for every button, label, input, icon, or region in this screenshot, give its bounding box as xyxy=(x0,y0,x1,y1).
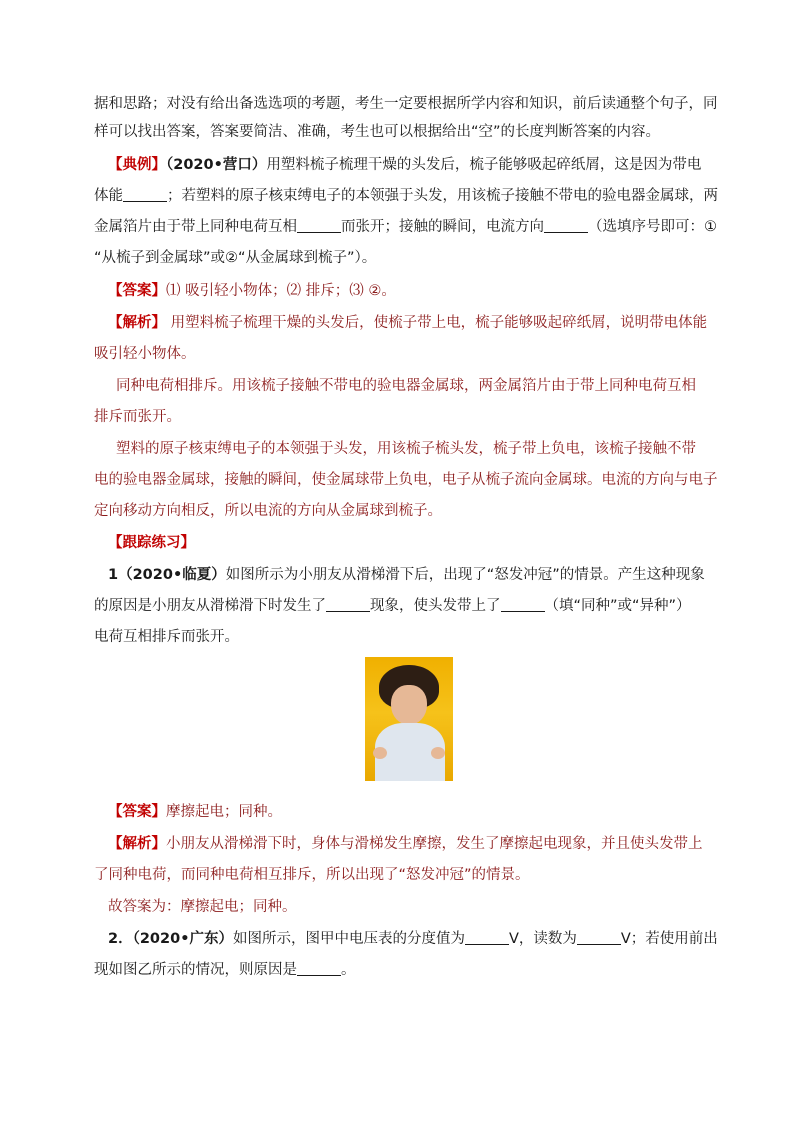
answer-blank xyxy=(544,218,588,233)
practice-heading: 【跟踪练习】 xyxy=(108,535,195,551)
question-1-text-2a: 的原因是小朋友从滑梯滑下时发生了 xyxy=(94,598,326,614)
example-text-1: 用塑料梳子梳理干燥的头发后，梳子能够吸起碎纸屑，这是因为带电 xyxy=(266,157,702,173)
q1-final-answer: 故答案为：摩擦起电；同种。 xyxy=(108,899,297,915)
left-hand-shape xyxy=(373,747,387,759)
question-1-line-3: 电荷互相排斥而张开。 xyxy=(94,629,239,645)
analysis-p3-line-3: 定向移动方向相反，所以电流的方向从金属球到梳子。 xyxy=(94,503,442,519)
question-1-line-1 xyxy=(108,565,718,585)
answer-blank xyxy=(577,930,621,945)
child-slide-photo xyxy=(365,657,453,781)
question-1-source: 1（2020•临夏） xyxy=(108,567,226,583)
example-text-3a: 金属箔片由于带上同种电荷互相 xyxy=(94,219,297,235)
q1-analysis-tag: 【解析】 xyxy=(108,836,166,852)
q1-answer-tag: 【答案】 xyxy=(108,804,166,820)
example-line-3 xyxy=(94,217,717,237)
question-2-text-2b: 。 xyxy=(341,962,356,978)
analysis-p2-line-1: 同种电荷相排斥。用该梳子接触不带电的验电器金属球，两金属箔片由于带上同种电荷互相 xyxy=(116,378,696,394)
question-1-text-1: 如图所示为小朋友从滑梯滑下后，出现了“怒发冲冠”的情景。产生这种现象 xyxy=(225,567,705,583)
q1-answer-line xyxy=(108,802,718,822)
example-text-2b: ；若塑料的原子核束缚电子的本领强于头发，用该梳子接触不带电的验电器金属球，两 xyxy=(167,188,718,204)
question-2-source: 2．（2020•广东） xyxy=(108,931,233,947)
analysis-p3-line-2: 电的验电器金属球，接触的瞬间，使金属球带上负电，电子从梳子流向金属球。电流的方向与电子 xyxy=(94,472,718,488)
analysis-p3-line-1: 塑料的原子核束缚电子的本领强于头发，用该梳子梳头发，梳子带上负电，该梳子接触不带 xyxy=(116,441,696,457)
example-text-3b: 而张开；接触的瞬间，电流方向 xyxy=(341,219,544,235)
example-tag: 【典例】 xyxy=(108,157,166,173)
answer-blank xyxy=(465,930,509,945)
answer-blank xyxy=(297,961,341,976)
answer-blank xyxy=(501,597,545,612)
intro-line-2: 样可以找出答案，答案要简洁、准确，考生也可以根据给出“空”的长度判断答案的内容。 xyxy=(94,124,661,140)
intro-line-1: 据和思路；对没有给出备选选项的考题，考生一定要根据所学内容和知识，前后读通整个句子，同 xyxy=(94,96,718,112)
question-1-text-2b: 现象，使头发带上了 xyxy=(370,598,501,614)
q1-answer-text: 摩擦起电；同种。 xyxy=(166,804,282,820)
question-2-line-2 xyxy=(94,960,704,980)
answer-blank xyxy=(326,597,370,612)
answer-tag: 【答案】 xyxy=(108,283,166,299)
answer-blank xyxy=(123,187,167,202)
question-1-line-2 xyxy=(94,596,704,616)
face-shape xyxy=(391,685,427,725)
question-2-text-1d: V；若使用前出 xyxy=(620,931,718,947)
question-2-line-1 xyxy=(108,929,718,949)
example-line-4: “从梳子到金属球”或②“从金属球到梳子”）。 xyxy=(94,250,377,266)
q1-analysis-text-1: 小朋友从滑梯滑下时，身体与滑梯发生摩擦，发生了摩擦起电现象，并且使头发带上 xyxy=(166,836,703,852)
q1-analysis-line-1 xyxy=(108,834,718,854)
right-hand-shape xyxy=(431,747,445,759)
example-line-1 xyxy=(108,155,718,175)
analysis-text-1: 用塑料梳子梳理干燥的头发后，使梳子带上电，梳子能够吸起碎纸屑，说明带电体能 xyxy=(166,315,708,331)
example-line-2 xyxy=(94,186,718,206)
analysis-tag: 【解析】 xyxy=(108,315,166,331)
question-2-text-1c: V，读数为 xyxy=(508,931,577,947)
analysis-line-1 xyxy=(108,313,718,333)
q1-analysis-line-2: 了同种电荷，而同种电荷相互排斥，所以出现了“怒发冲冠”的情景。 xyxy=(94,867,530,883)
example-source: （2020•营口） xyxy=(166,157,267,173)
question-1-text-2c: （填“同种”或“异种”） xyxy=(544,598,691,614)
question-2-text-2a: 现如图乙所示的情况，则原因是 xyxy=(94,962,297,978)
question-2-text-1b: 如图所示，图甲中电压表的分度值为 xyxy=(232,931,465,947)
analysis-line-2: 吸引轻小物体。 xyxy=(94,346,196,362)
example-text-3c: （选填序号即可：① xyxy=(588,219,717,235)
answer-line xyxy=(108,281,718,301)
answer-text: ⑴ 吸引轻小物体；⑵ 排斥；⑶ ②。 xyxy=(166,283,396,299)
analysis-p2-line-2: 排斥而张开。 xyxy=(94,409,181,425)
answer-blank xyxy=(297,218,341,233)
example-text-2a: 体能 xyxy=(94,188,123,204)
